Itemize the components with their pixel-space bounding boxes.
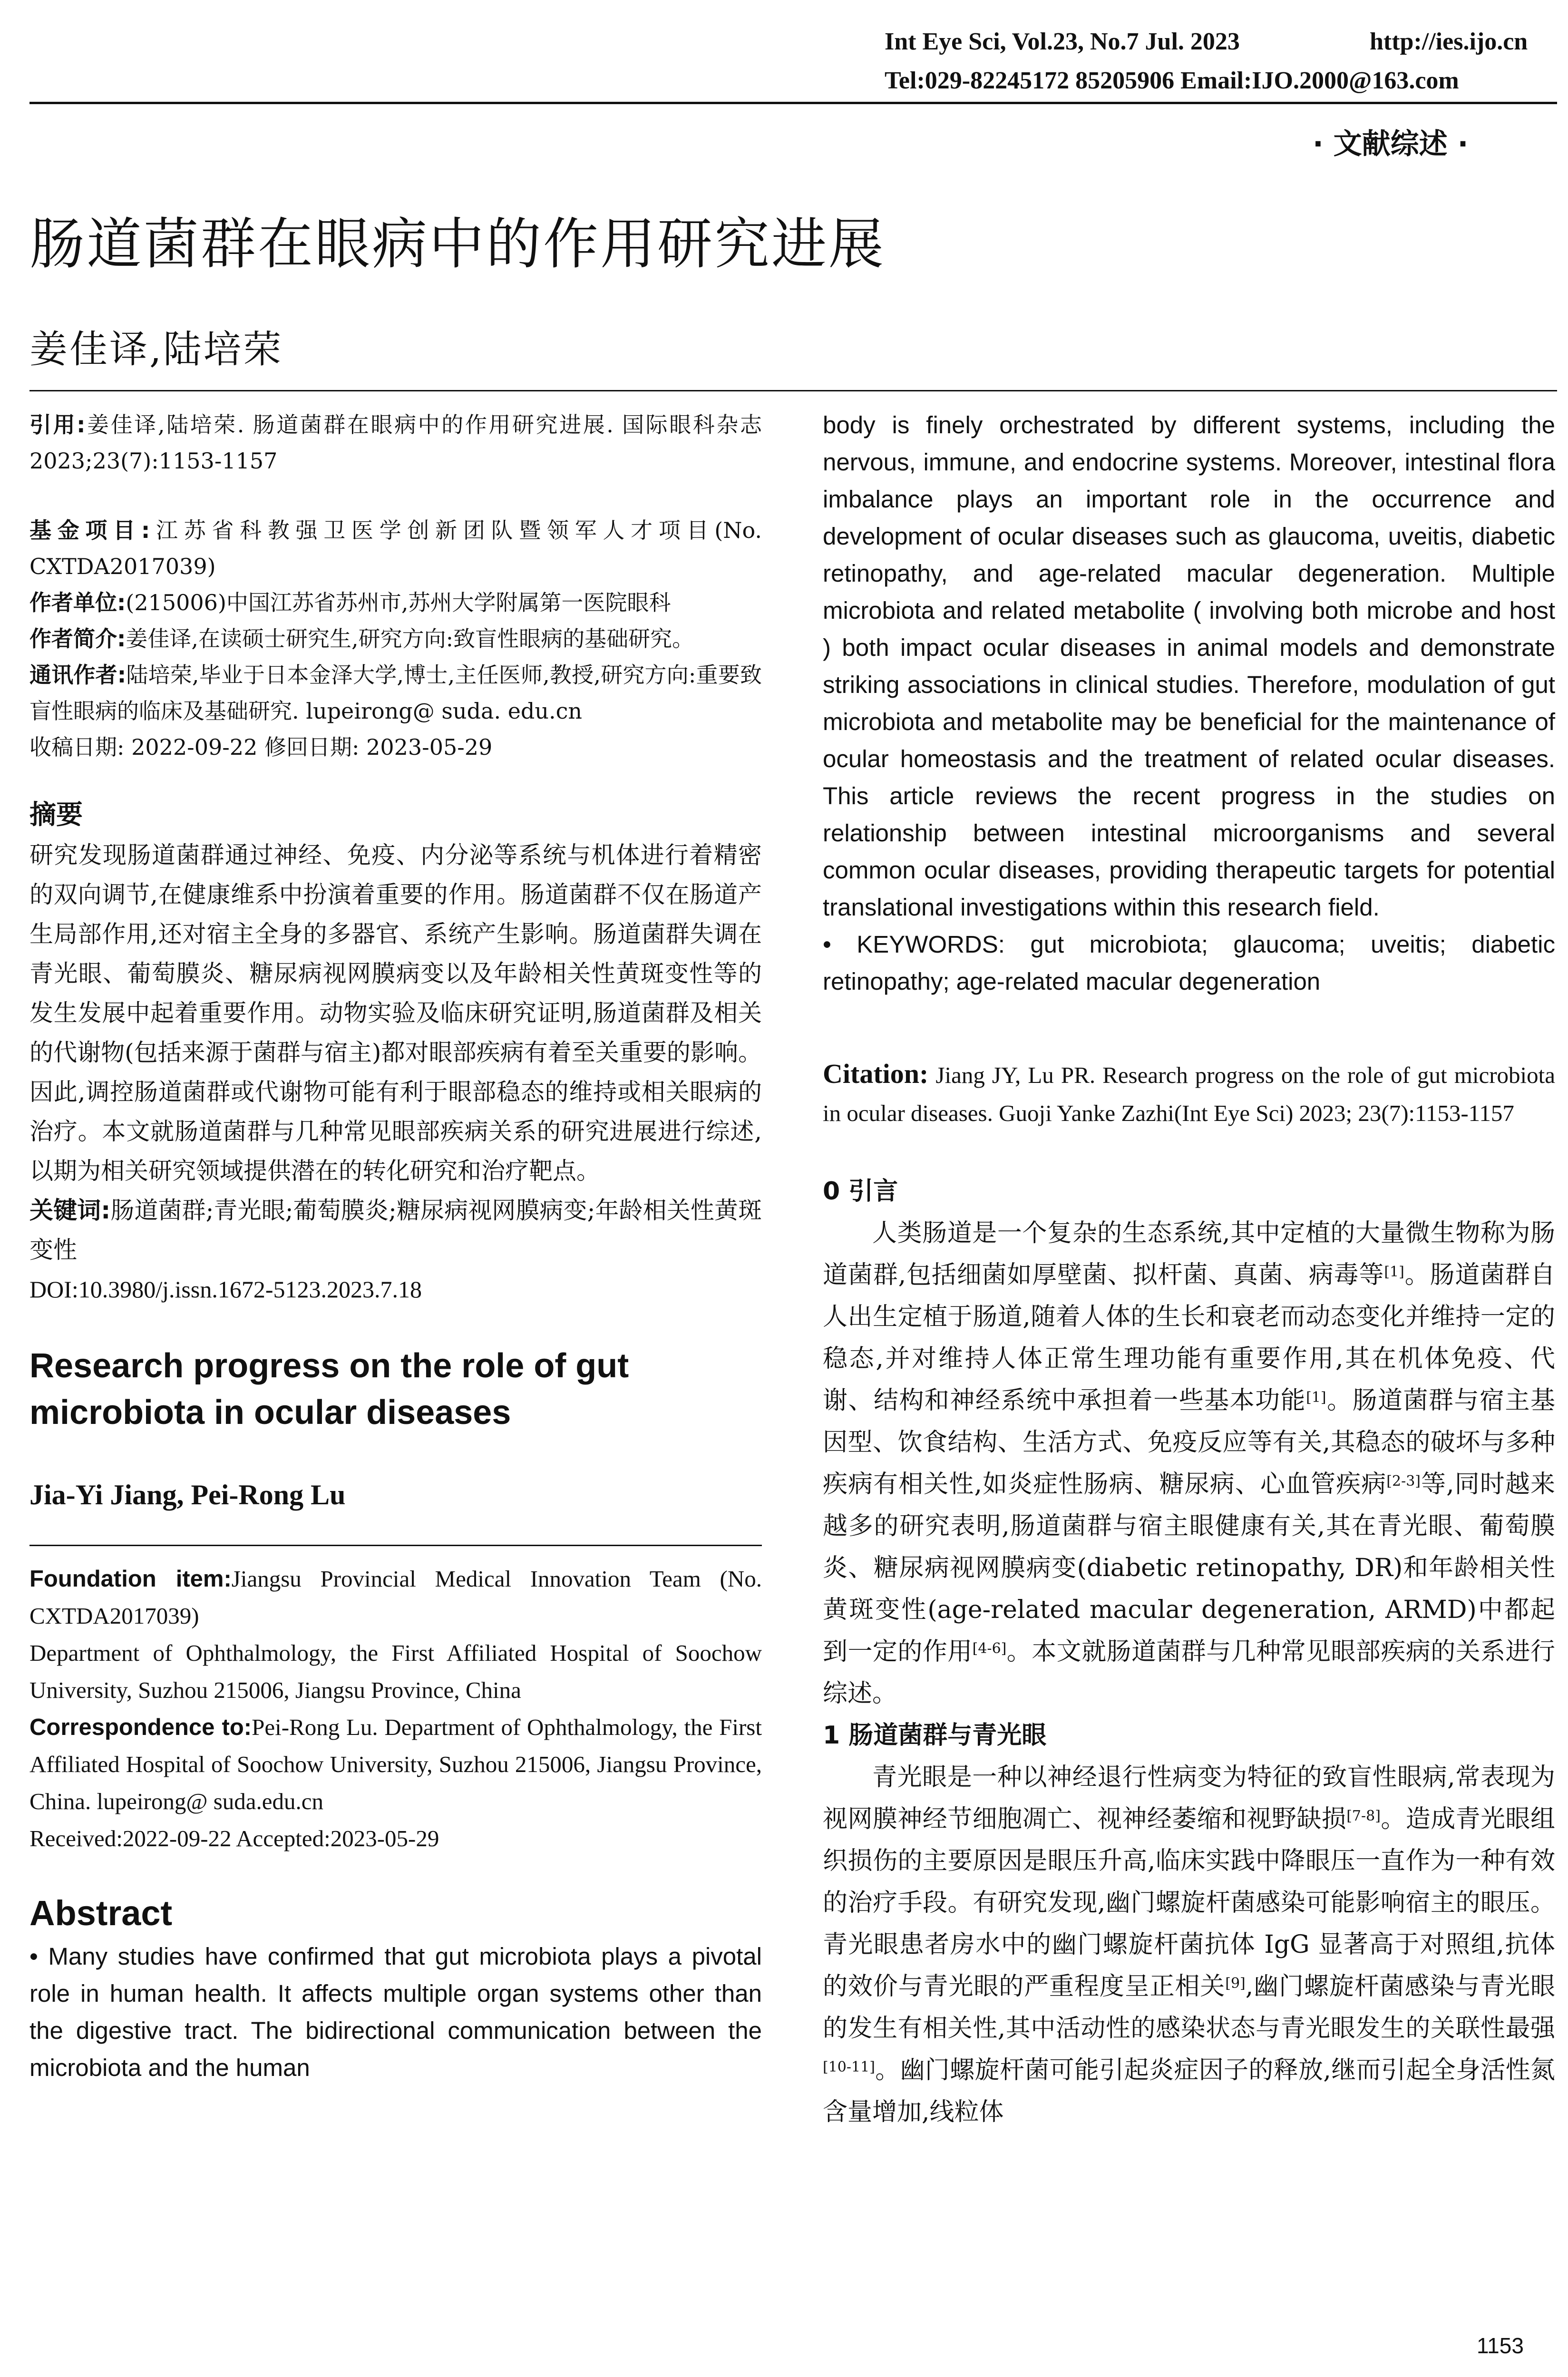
intro-paragraph: 人类肠道是一个复杂的生态系统,其中定植的大量微生物称为肠道菌群,包括细菌如厚壁菌、拟杆菌、真菌、病毒等[1]。肠道菌群自人出生定植于肠道,随着人体的生长和衰老而动态变化并维持一定的稳态,并对维持人体正常生理功能有重要作用,其在机体免疫、代谢、结构和神经系统中承担着一些基本功能[1]。肠道菌群与宿主基因型、饮食结构、生活方式、免疫反应等有关,其稳态的破坏与多种疾病有相关性,如炎症性肠病、糖尿病、心血管疾病[2-3]等,同时越来越多的研究表明,肠道菌群与宿主眼健康有关,其在青光眼、葡萄膜炎、糖尿病视网膜病变(diabetic retinopathy, DR)和年龄相关性黄斑变性(age-related macular degeneration, ARMD)中都起到一定的作用[4-6]。本文就肠道菌群与几种常见眼部疾病的关系进行综述。 (823, 1219, 1556, 1708)
title-rule (29, 390, 1557, 391)
abstract-cn: 研究发现肠道菌群通过神经、免疫、内分泌等系统与机体进行着精密的双向调节,在健康维系中扮演着重要的作用。肠道菌群不仅在肠道产生局部作用,还对宿主全身的多器官、系统产生影响。肠道菌群失调在青光眼、葡萄膜炎、糖尿病视网膜病变以及年龄相关性黄斑变性等的发生发展中起着重要作用。动物实验及临床研究证明,肠道菌群及相关的代谢物(包括来源于菌群与宿主)都对眼部疾病有着至关重要的影响。因此,调控肠道菌群或代谢物可能有利于眼部稳态的维持或相关眼病的治疗。本文就肠道菌群与几种常见眼部疾病关系的研究进展进行综述,以期为相关研究领域提供潜在的转化研究和治疗靶点。 关键词:肠道菌群;青光眼;葡萄膜炎;糖尿病视网膜病变;年龄相关性黄斑变性 DOI:10.3980/j.issn.1672-5123.2023.7.18 (29, 836, 762, 1309)
bio-cn: 作者简介:姜佳译,在读硕士研究生,研究方向:致盲性眼病的基础研究。 (29, 626, 694, 652)
citation-en: Citation: Jiang JY, Lu PR. Research progress on the role of gut microbiota in ocular diseases. Guoji Yanke Zazhi(Int Eye Sci) 2023; 23(7):1153-1157 (823, 1058, 1555, 1126)
body-text (823, 1170, 1555, 2133)
foundation-item: Foundation item:Jiangsu Provincial Medical Innovation Team (No. CXTDA2017039) (29, 1566, 762, 1629)
left-column (29, 407, 762, 2086)
section-tag: · 文献综述 · (1313, 127, 1469, 161)
authors-cn: 姜佳译,陆培荣 (29, 327, 283, 371)
right-column (823, 407, 1555, 2133)
english-authors: Jia-Yi Jiang, Pei-Rong Lu (29, 1479, 346, 1510)
unit-cn: 作者单位:(215006)中国江苏省苏州市,苏州大学附属第一医院眼科 (29, 590, 671, 615)
keywords-cn: 关键词:肠道菌群;青光眼;葡萄膜炎;糖尿病视网膜病变;年龄相关性黄斑变性 (29, 1197, 762, 1264)
journal-url: http://ies.ijo.cn (1370, 28, 1528, 55)
department-en: Department of Ophthalmology, the First Affiliated Hospital of Soochow University, Suzhou 215006, Jiangsu Province, China (29, 1640, 762, 1703)
fund-cn: 基金项目:江苏省科教强卫医学创新团队暨领军人才项目(No. CXTDA2017039) (29, 517, 762, 579)
english-title: Research progress on the role of gut microbiota in ocular diseases (29, 1347, 629, 1432)
received-en: Received:2022-09-22 Accepted:2023-05-29 (29, 1825, 439, 1851)
abstract-cn-heading: 摘要 (29, 799, 83, 830)
corr-cn: 通讯作者:陆培荣,毕业于日本金泽大学,博士,主任医师,教授,研究方向:重要致盲性眼病的临床及基础研究. lupeirong@ suda. edu.cn (29, 662, 762, 724)
meta-cn (29, 512, 762, 765)
journal-contact: Tel:029-82245172 85205906 Email:IJO.2000@163.com (885, 67, 1459, 94)
abstract-en-heading: Abstract (29, 1893, 173, 1933)
article-title: 肠道菌群在眼病中的作用研究进展 (29, 212, 886, 276)
abstract-en-start: • Many studies have confirmed that gut microbiota plays a pivotal role in human health. It affects multiple organ systems other than the digestive tract. The bidirectional communication between the microbiota and the human (29, 1943, 762, 2081)
section1-paragraph: 青光眼是一种以神经退行性病变为特征的致盲性眼病,常表现为视网膜神经节细胞凋亡、视神经萎缩和视野缺损[7-8]。造成青光眼组织损伤的主要原因是眼压升高,临床实践中降眼压一直作为一种有效的治疗手段。有研究发现,幽门螺旋杆菌感染可能影响宿主的眼压。青光眼患者房水中的幽门螺旋杆菌抗体 IgG 显著高于对照组,抗体的效价与青光眼的严重程度呈正相关[9],幽门螺旋杆菌感染与青光眼的发生有相关性,其中活动性的感染状态与青光眼发生的关联性最强[10-11]。幽门螺旋杆菌可能引起炎症因子的释放,继而引起全身活性氮含量增加,线粒体 (823, 1763, 1555, 2126)
correspondence-en: Correspondence to:Pei-Rong Lu. Department of Ophthalmology, the First Affiliated Hospital of Soochow University, Suzhou 215006, Jiangsu Province, China. lupeirong@ suda.edu.cn (29, 1714, 762, 1814)
doi: DOI:10.3980/j.issn.1672-5123.2023.7.18 (29, 1276, 422, 1303)
keywords-en: • KEYWORDS: gut microbiota; glaucoma; uveitis; diabetic retinopathy; age-related macular degeneration (823, 931, 1555, 995)
dates-cn: 收稿日期: 2022-09-22 修回日期: 2023-05-29 (29, 734, 493, 760)
journal-line: Int Eye Sci, Vol.23, No.7 Jul. 2023 (885, 28, 1240, 55)
english-meta (29, 1560, 762, 1857)
section1-heading: 1 肠道菌群与青光眼 (823, 1721, 1047, 1750)
abstract-en-cont: body is finely orchestrated by different systems, including the nervous, immune, and endocrine systems. Moreover, intestinal flora imbalance plays an important role in the occurrence and development of ocular diseases such as glaucoma, uveitis, diabetic retinopathy, and age-related macular degeneration. Multiple microbiota and related metabolite ( involving both microbe and host ) both impact ocular diseases in animal models and demonstrate striking associations in clinical studies. Therefore, modulation of gut microbiota and metabolite may be beneficial for the maintenance of ocular homeostasis and the treatment of related ocular diseases. This article reviews the recent progress in the studies on relationship between intestinal microorganisms and several common ocular diseases, providing therapeutic targets for potential translational investigations within this research field. (823, 411, 1555, 921)
page-number: 1153 (1477, 2333, 1524, 2358)
intro-heading: 0 引言 (823, 1177, 898, 1206)
citation-cn: 引用:姜佳译,陆培荣. 肠道菌群在眼病中的作用研究进展. 国际眼科杂志 2023;23(7):1153-1157 (29, 412, 762, 474)
header-rule (29, 102, 1557, 104)
english-rule (29, 1545, 762, 1546)
